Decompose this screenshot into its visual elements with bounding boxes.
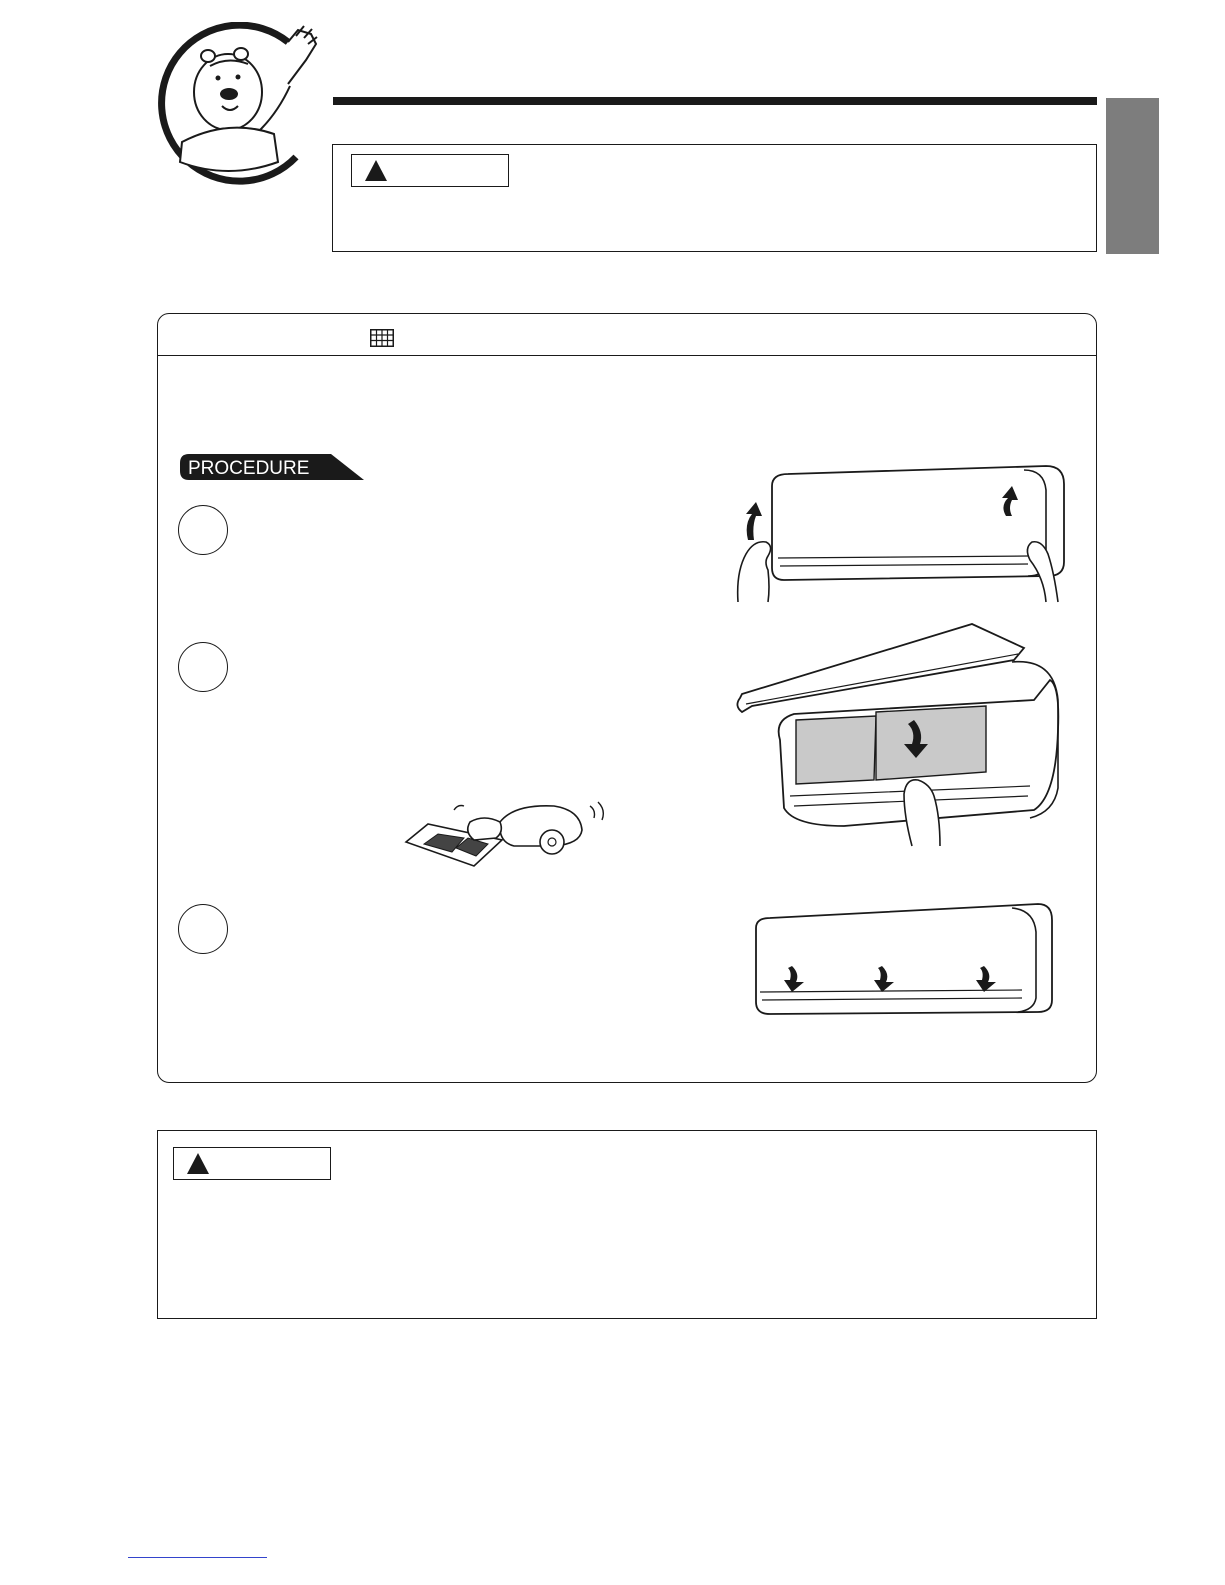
bottom-warning-box [157,1130,1097,1319]
warning-triangle-icon [187,1153,209,1174]
bottom-warning-label [173,1147,331,1180]
procedure-tag [179,453,365,486]
lift-front-panel-illustration [728,462,1068,604]
step-3-number [178,904,228,954]
step-1-number [178,505,228,555]
vacuum-cleaning-illustration [404,796,610,874]
bottom-link[interactable] [128,1557,267,1558]
filter-grid-icon [370,329,394,347]
procedure-tag-label: PROCEDURE [188,458,310,479]
warning-triangle-icon [365,160,387,181]
top-warning-label [351,154,509,187]
title-rule [333,97,1097,105]
top-warning-box [332,144,1097,252]
remove-filters-illustration [734,620,1064,852]
section-side-tab [1106,98,1159,254]
procedure-panel-header [158,314,1096,356]
bear-mascot-icon [156,22,321,187]
step-2-number [178,642,228,692]
close-front-panel-illustration [752,900,1054,1018]
